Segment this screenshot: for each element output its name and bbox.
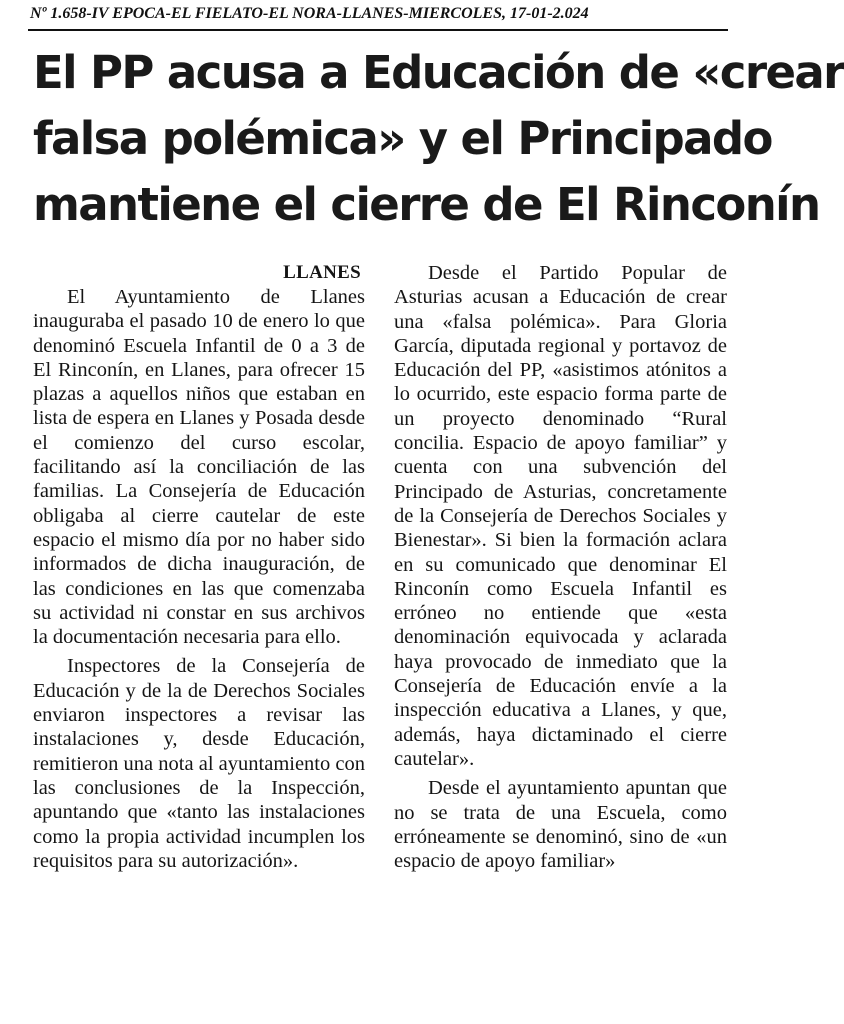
headline-line-1: El PP acusa a Educación de «crear <box>33 46 844 99</box>
paragraph-2: Inspectores de la Consejería de Educación y de la de Derechos Sociales enviaron inspectores a revisar las instalaciones y, desde Educación, remitieron una nota al ayuntamiento con las conclusiones de la Inspección, apuntando que «tanto las instalaciones como la propia actividad incumplen los requisitos para su autorización». <box>33 655 365 872</box>
paragraph-3: Desde el Partido Popular de Asturias acusan a Educación de crear una «falsa polémica». Para Gloria García, diputada regional y portavoz de Educación del PP, «asistimos atónitos a lo ocurrido, este espacio forma parte de un proyecto denominado “Rural concilia. Espacio de apoyo familiar” y cuenta con una subvención del Principado de Asturias, concretamente de la Consejería de Derechos Sociales y Bienestar». Si bien la formación aclara en su comunicado que denominar El Rinconín como Escuela Infantil es erróneo no entiende que «esta denominación equivocada y aclarada haya provocado de inmediato que la Consejería de Educación envíe a la inspección educativa a Llanes, y que, además, haya dictaminado el cierre cautelar». <box>394 262 727 770</box>
paragraph-4: Desde el ayuntamiento apuntan que no se trata de una Escuela, como erróneamente se denominó, sino de «un espacio de apoyo familiar» <box>394 777 727 873</box>
headline-line-2: falsa polémica» y el Principado <box>33 112 772 165</box>
article-column-left <box>33 261 365 878</box>
dateline: LLANES <box>283 262 361 283</box>
paragraph-1: El Ayuntamiento de Llanes inauguraba el pasado 10 de enero lo que denominó Escuela Infantil de 0 a 3 de El Rinconín, en Llanes, para ofrecer 15 plazas a aquellos niños que estaban en lista de espera en Llanes y Posada desde el comienzo del curso escolar, facilitando así la conciliación de las familias. La Consejería de Educación obligaba al cierre cautelar de este espacio el mismo día por no haber sido informados de dicha inauguración, de las condiciones en las que comenzaba su actividad ni constar en sus archivos la documentación necesaria para ello. <box>33 286 365 649</box>
headline-line-3: mantiene el cierre de El Rinconín <box>33 178 820 231</box>
article-column-right <box>394 261 727 878</box>
masthead-rule <box>28 29 728 31</box>
masthead: Nº 1.658-IV EPOCA-EL FIELATO-EL NORA-LLANES-MIERCOLES, 17-01-2.024 <box>30 5 589 22</box>
headline <box>33 40 844 238</box>
